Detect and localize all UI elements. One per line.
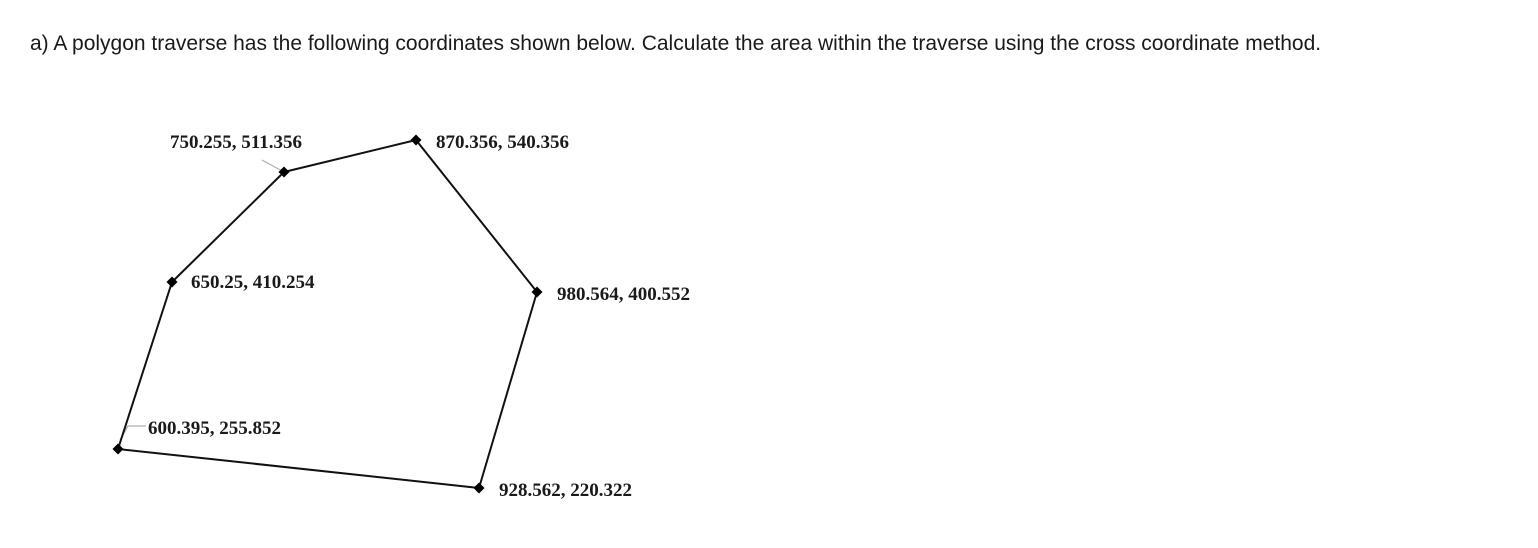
traverse-edge [118,449,479,488]
vertex-coordinate-label: 928.562, 220.322 [499,480,632,501]
vertex-coordinate-label: 870.356, 540.356 [436,132,569,153]
vertex-coordinate-label: 600.395, 255.852 [148,418,281,439]
vertex-coordinate-label: 980.564, 400.552 [557,284,690,305]
traverse-vertices [113,135,543,494]
vertex-marker [474,483,485,494]
traverse-edge [172,172,284,282]
coordinate-labels [148,132,690,501]
question-text: a) A polygon traverse has the following coordinates shown below. Calculate the area within the traverse using the cross coordinate method. [30,32,1322,55]
label-leader-lines [120,160,284,440]
vertex-coordinate-label: 750.255, 511.356 [170,132,302,153]
vertex-marker [113,444,124,455]
vertex-coordinate-label: 650.25, 410.254 [191,272,315,293]
traverse-edge [479,292,537,488]
traverse-edge [416,140,537,292]
traverse-edge [284,140,416,172]
